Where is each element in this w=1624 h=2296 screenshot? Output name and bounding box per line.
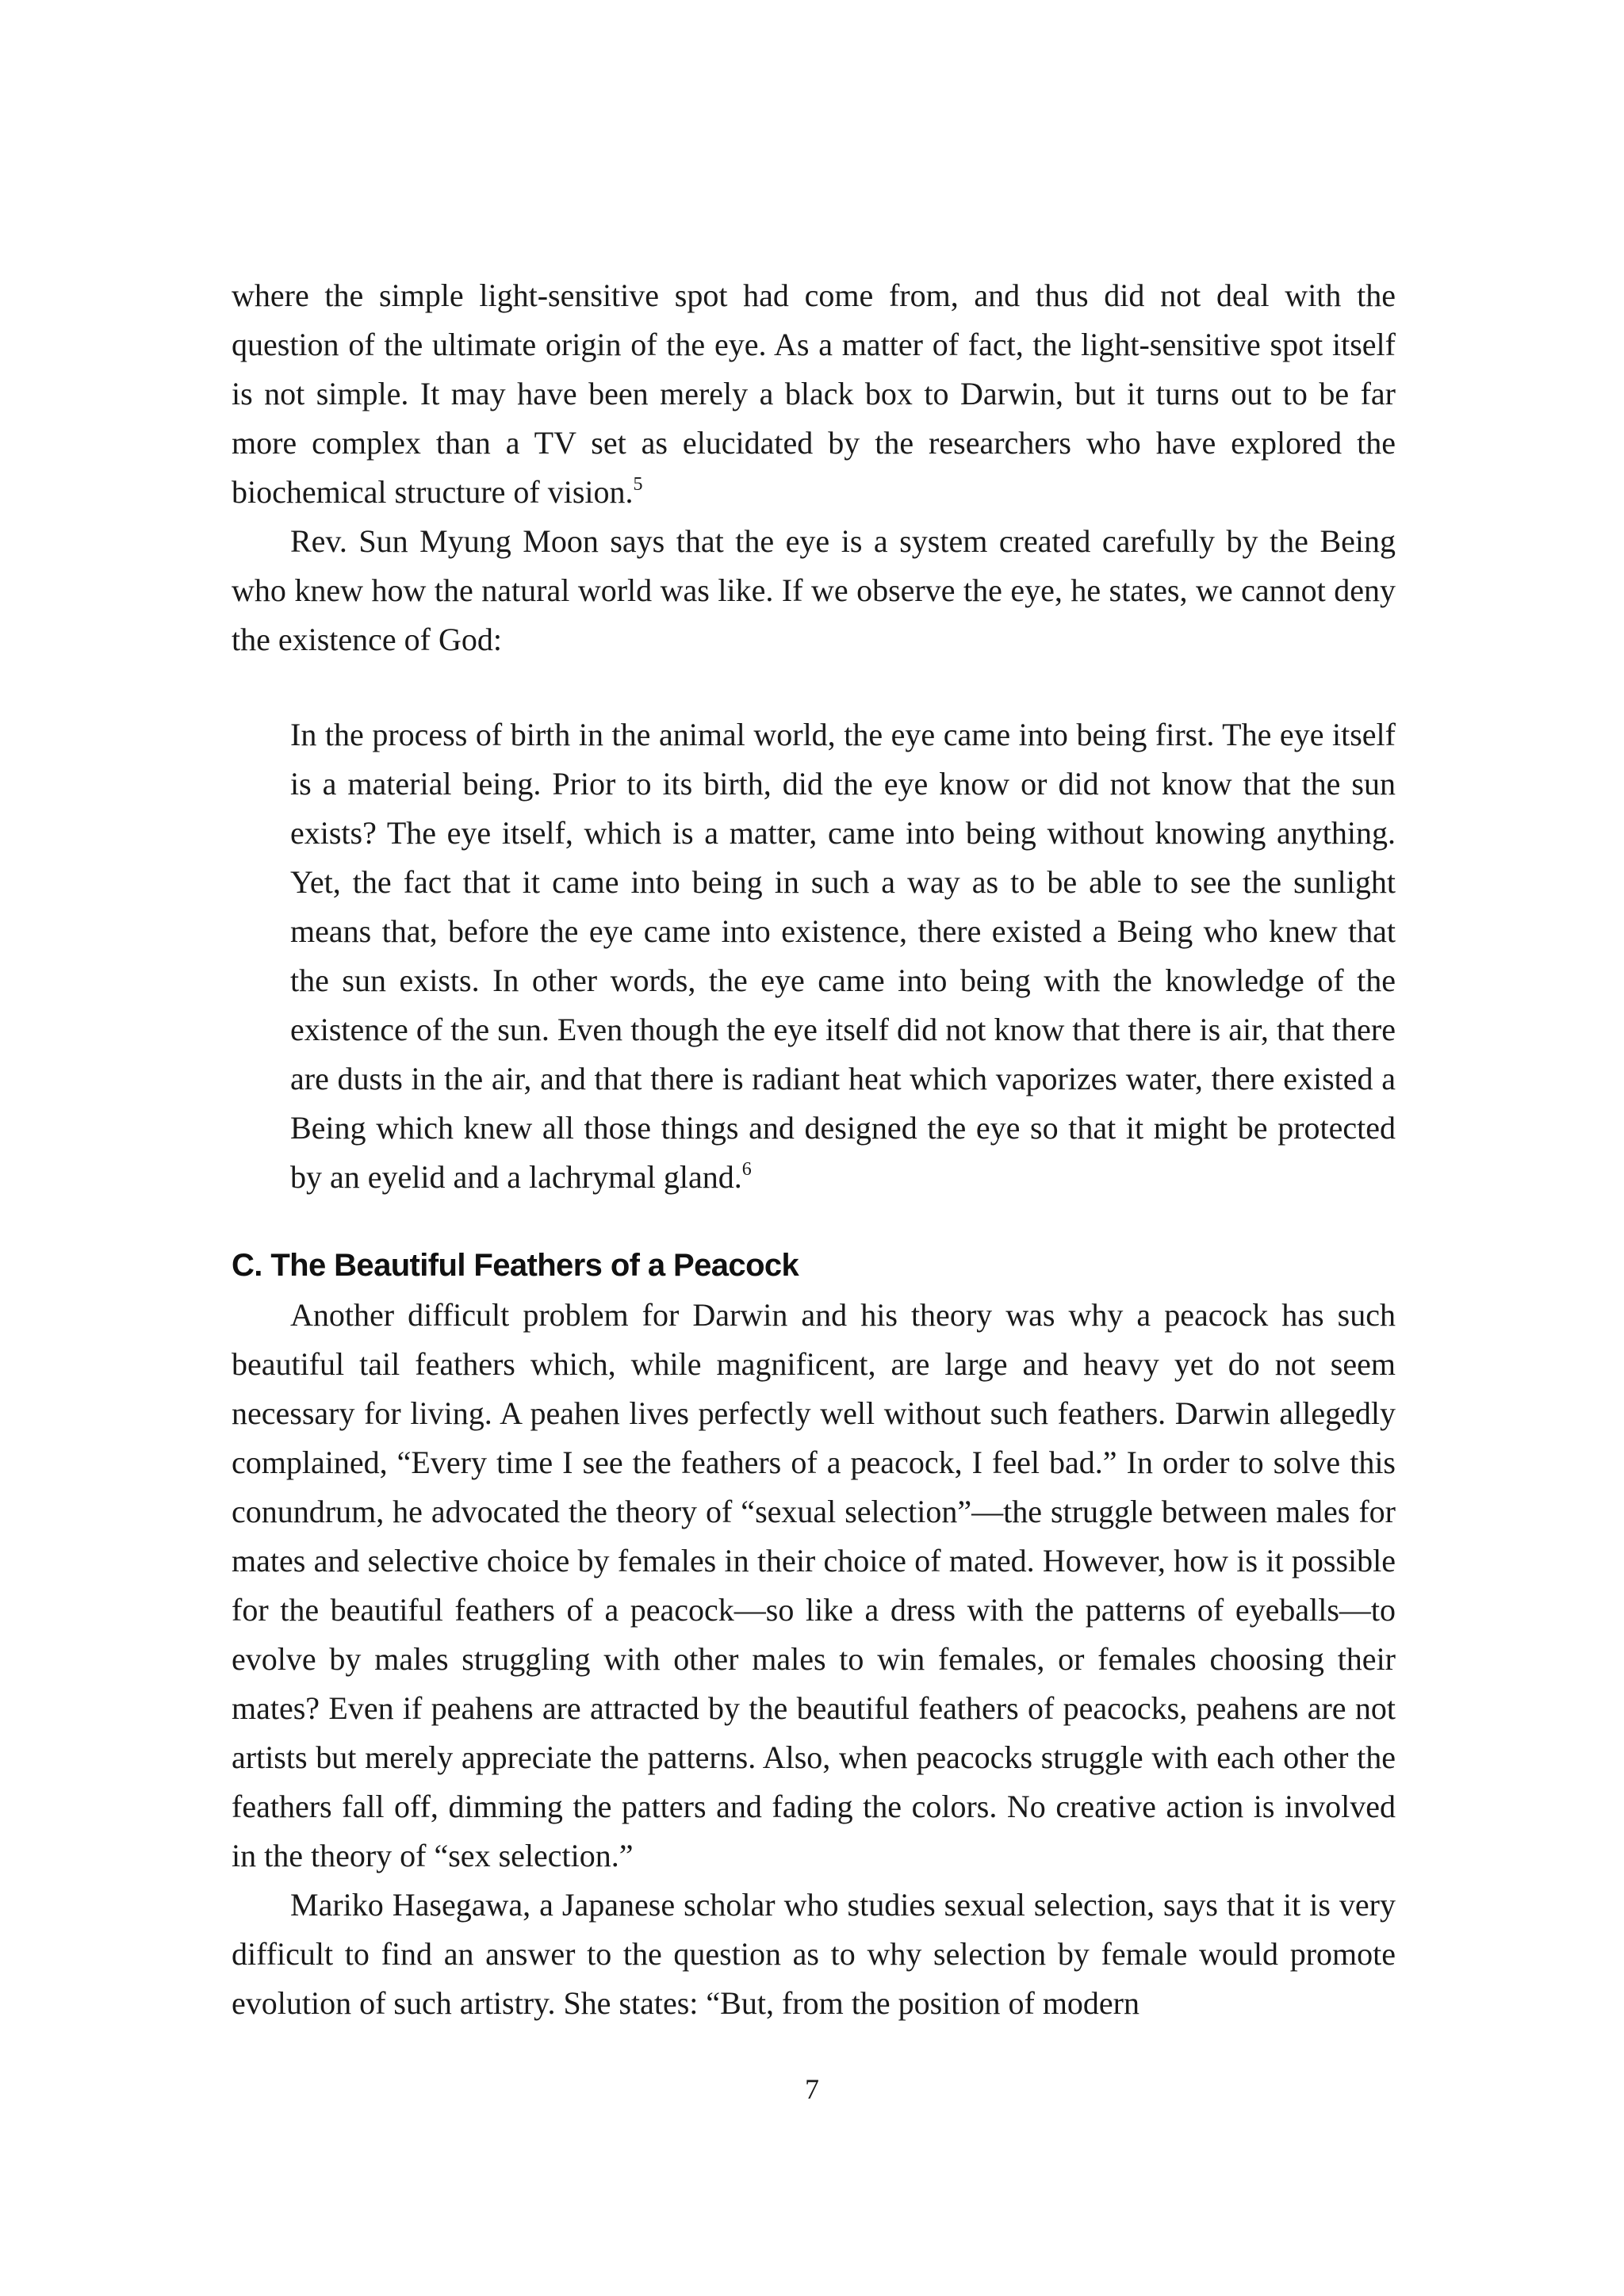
page-body bbox=[232, 271, 1396, 2028]
paragraph-rev-moon: Rev. Sun Myung Moon says that the eye is a system created carefully by the Being who knew how the natural world was like. If we observe the eye, he states, we cannot deny the existence of God: bbox=[232, 523, 1396, 657]
footnote-marker: 5 bbox=[633, 474, 643, 495]
block-quotation bbox=[290, 710, 1396, 1202]
quotation-text: In the process of birth in the animal world, the eye came into being first. The eye itself is a material being. Prior to its birth, did the eye know or did not know that the sun exists? The eye itself, which is a matter, came into being without knowing anything. Yet, the fact that it came into being in such a way as to be able to see the sunlight means that, before the eye came into existence, there existed a Being who knew that the sun exists. In other words, the eye came into being with the knowledge of the existence of the sun. Even though the eye itself did not know that there is air, that there are dusts in the air, and that there is radiant heat which vaporizes water, there existed a Being which knew all those things and designed the eye so that it might be protected by an eyelid and a lachrymal gland. bbox=[290, 717, 1396, 1195]
paragraph-text: where the simple light-sensitive spot had come from, and thus did not deal with the question of the ultimate origin of the eye. As a matter of fact, the light-sensitive spot itself is not simple. It may have been merely a black box to Darwin, but it turns out to be far more complex than a TV set as elucidated by the researchers who have explored the biochemical structure of vision. bbox=[232, 277, 1396, 510]
page-number: 7 bbox=[805, 2073, 819, 2105]
paragraph-peacock: Another difficult problem for Darwin and his theory was why a peacock has such beautiful tail feathers which, while magnificent, are large and heavy yet do not seem necessary for living. A peahen lives perfectly well without such feathers. Darwin allegedly complained, “Every time I see the feathers of a peacock, I feel bad.” In order to solve this conundrum, he advocated the theory of “sexual selection”—the struggle between males for mates and selective choice by females in their choice of mated. However, how is it possible for the beautiful feathers of a peacock—so like a dress with the patterns of eyeballs—to evolve by males struggling with other males to win females, or females choosing their mates? Even if peahens are attracted by the beautiful feathers of peacocks, peahens are not artists but merely appreciate the patterns. Also, when peacocks struggle with each other the feathers fall off, dimming the patters and fading the colors. No creative action is involved in the theory of “sex selection.” bbox=[232, 1297, 1396, 1873]
paragraph-hasegawa: Mariko Hasegawa, a Japanese scholar who studies sexual selection, says that it is very difficult to find an answer to the question as to why selection by female would promote evolution of such artistry. She states: “But, from the position of modern bbox=[232, 1887, 1396, 2021]
section-heading: C. The Beautiful Feathers of a Peacock bbox=[232, 1248, 799, 1283]
paragraph-eye-origin bbox=[232, 271, 1396, 517]
footnote-marker: 6 bbox=[741, 1159, 752, 1180]
